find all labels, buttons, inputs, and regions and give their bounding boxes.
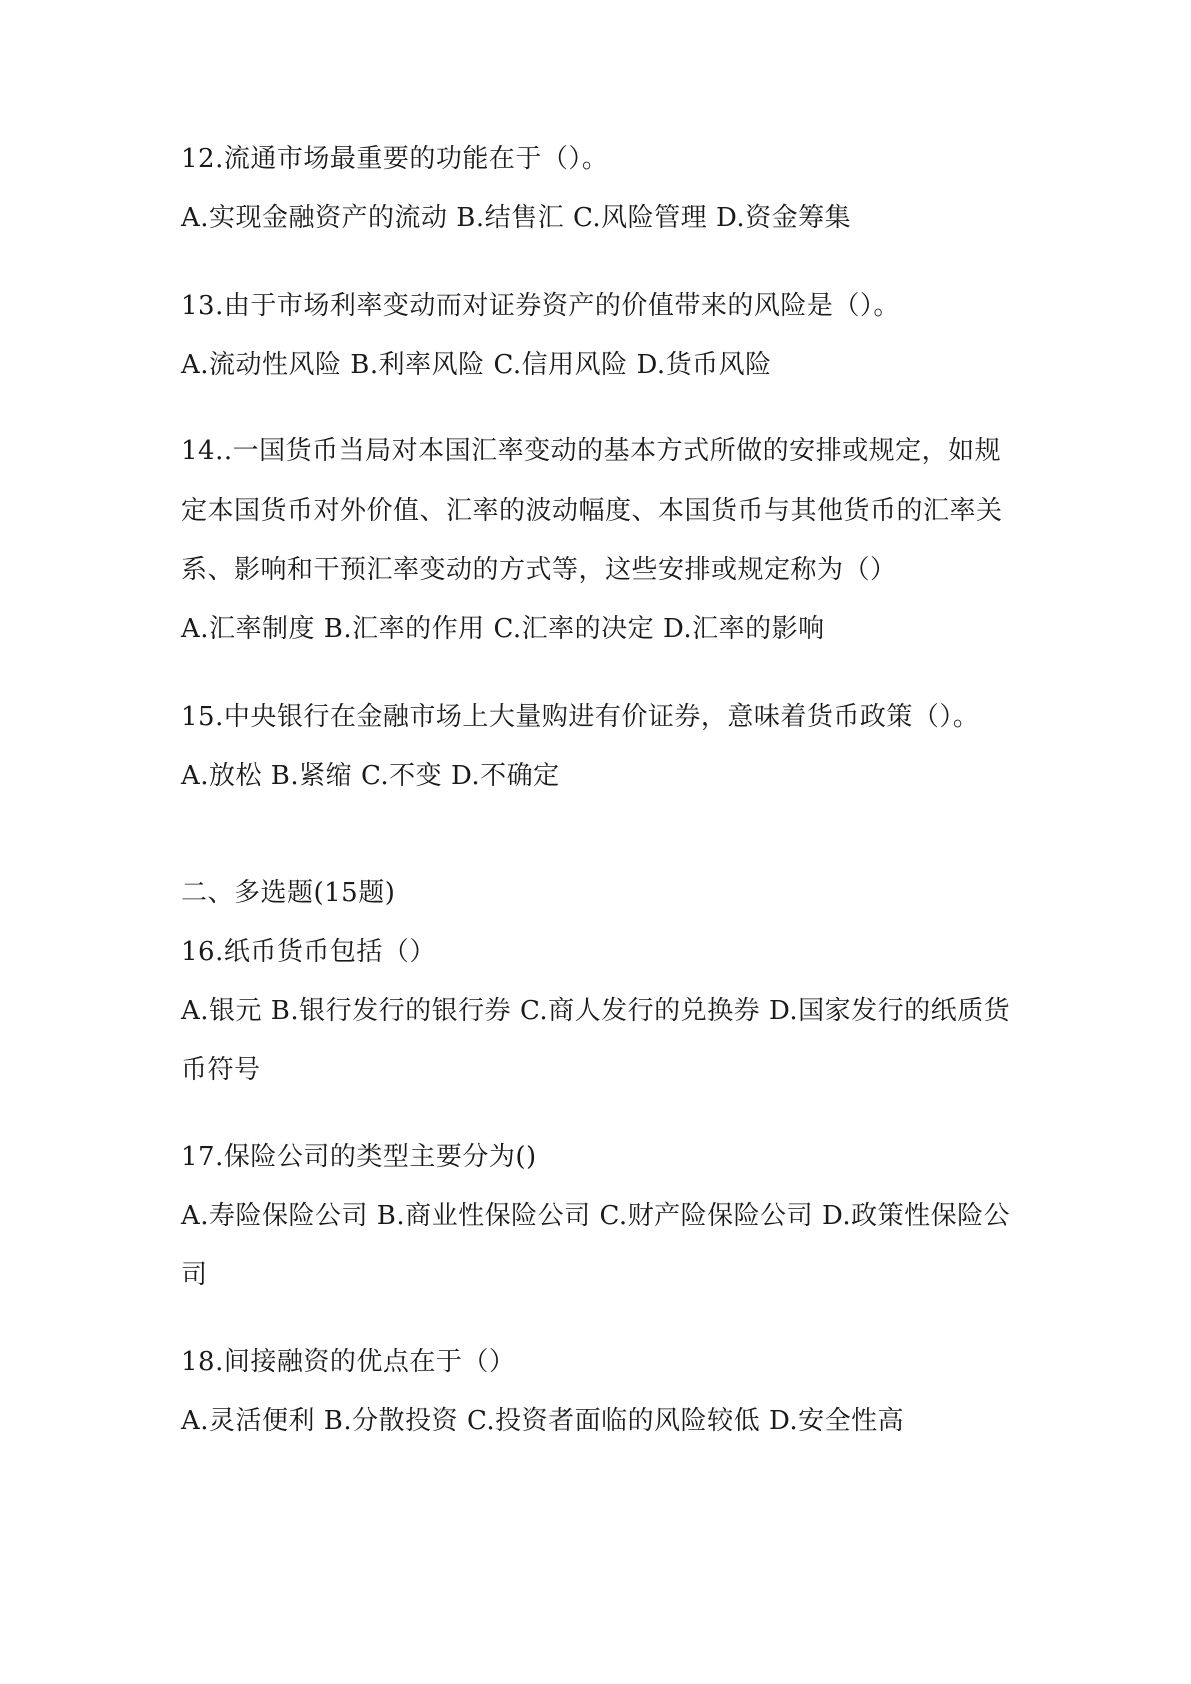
question-17-options-line-1: A.寿险保险公司 B.商业性保险公司 C.财产险保险公司 D.政策性保险公	[181, 1201, 1011, 1231]
question-17: 17.保险公司的类型主要分为()	[181, 1142, 537, 1172]
question-18-options: A.灵活便利 B.分散投资 C.投资者面临的风险较低 D.安全性高	[181, 1406, 905, 1436]
question-14-options: A.汇率制度 B.汇率的作用 C.汇率的决定 D.汇率的影响	[181, 614, 825, 644]
question-12: 12.流通市场最重要的功能在于（）。	[181, 144, 609, 174]
question-13-options: A.流动性风险 B.利率风险 C.信用风险 D.货币风险	[181, 350, 772, 380]
question-16-options-line-2: 币符号	[181, 1055, 261, 1085]
question-15-options: A.放松 B.紧缩 C.不变 D.不确定	[181, 761, 560, 791]
question-16: 16.纸币货币包括（）	[181, 937, 436, 967]
question-17-options-line-2: 司	[181, 1260, 208, 1290]
question-14-line-1: 14..一国货币当局对本国汇率变动的基本方式所做的安排或规定，如规	[181, 436, 1002, 466]
question-18: 18.间接融资的优点在于（）	[181, 1347, 516, 1377]
question-14-line-3: 系、影响和干预汇率变动的方式等，这些安排或规定称为（）	[181, 555, 897, 585]
question-15: 15.中央银行在金融市场上大量购进有价证券，意味着货币政策（）。	[181, 702, 980, 732]
section-title-multiple-choice: 二、多选题(15题)	[181, 878, 396, 908]
question-12-options: A.实现金融资产的流动 B.结售汇 C.风险管理 D.资金筹集	[181, 203, 852, 233]
question-14-line-2: 定本国货币对外价值、汇率的波动幅度、本国货币与其他货币的汇率关	[181, 496, 1003, 526]
question-13: 13.由于市场利率变动而对证券资产的价值带来的风险是（）。	[181, 291, 900, 321]
question-16-options-line-1: A.银元 B.银行发行的银行券 C.商人发行的兑换券 D.国家发行的纸质货	[181, 996, 1011, 1026]
